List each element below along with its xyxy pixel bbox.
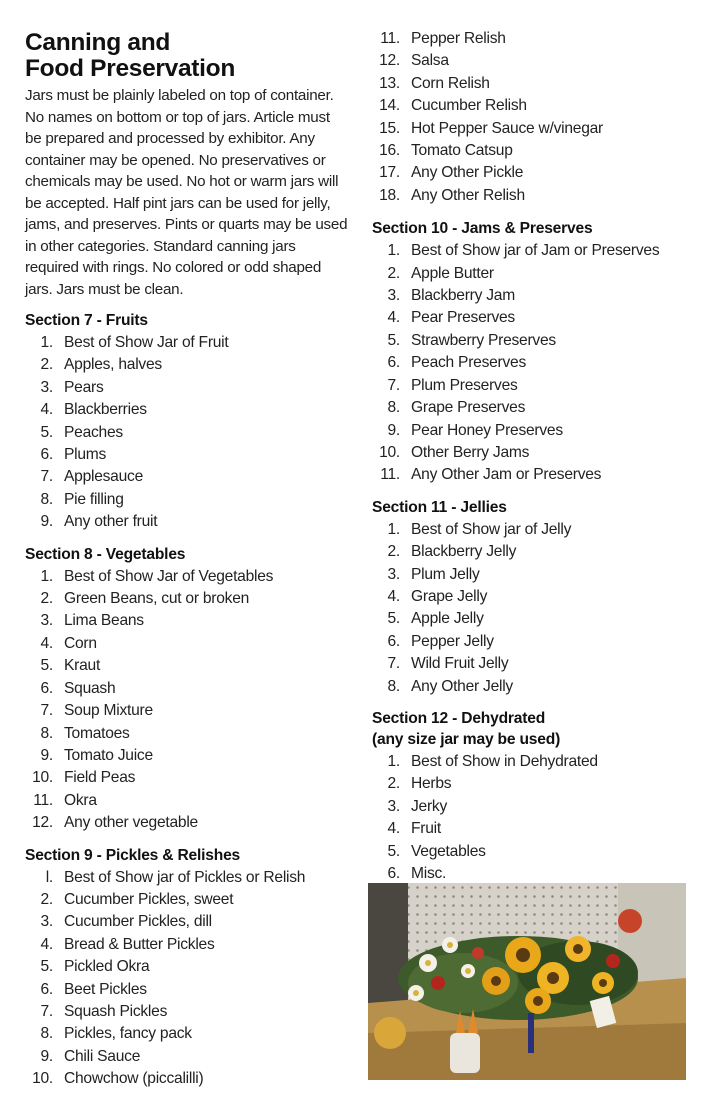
- table-shadow: [368, 1023, 686, 1080]
- item-number: 6.: [40, 446, 53, 464]
- item-number: 2.: [387, 543, 400, 561]
- section-dehydrated-title: [372, 708, 690, 750]
- item-text: Pickles, fancy pack: [64, 1025, 192, 1043]
- item-text: Best of Show jar of Pickles or Relish: [64, 868, 306, 886]
- item-text: Soup Mixture: [64, 702, 153, 720]
- list-item: [25, 633, 350, 655]
- item-text: Hot Pepper Sauce w/vinegar: [411, 119, 604, 137]
- item-text: Squash: [64, 679, 116, 697]
- item-text: Tomato Catsup: [411, 142, 513, 160]
- item-number: 1.: [40, 567, 53, 585]
- list-item: [25, 1068, 350, 1090]
- list-item: [372, 330, 690, 352]
- list-item: [25, 511, 350, 533]
- list-item: [25, 332, 350, 354]
- list-item: [25, 377, 350, 399]
- blue-ribbon: [528, 1013, 534, 1053]
- item-text: Squash Pickles: [64, 1002, 168, 1020]
- list-item: [25, 1001, 350, 1023]
- item-number: 8.: [40, 1025, 53, 1043]
- item-text: Any Other Jam or Preserves: [411, 466, 602, 484]
- item-number: 14.: [379, 97, 400, 115]
- section-fruits-title: Section 7 - Fruits: [25, 312, 148, 329]
- item-text: Any Other Relish: [411, 186, 525, 204]
- list-item: [25, 610, 350, 632]
- item-text: Bread & Butter Pickles: [64, 935, 215, 953]
- item-number: 1.: [387, 242, 400, 260]
- list-item: [372, 263, 690, 285]
- item-number: 9.: [40, 513, 53, 531]
- list-item: [372, 751, 690, 773]
- list-item: [372, 586, 690, 608]
- list-item: [25, 489, 350, 511]
- item-number: 7.: [40, 1002, 53, 1020]
- item-number: 12.: [32, 814, 53, 832]
- section-dehydrated-title-line-1: Section 12 - Dehydrated: [372, 709, 546, 727]
- item-text: Plum Preserves: [411, 376, 518, 394]
- list-item: [25, 566, 350, 588]
- list-item: [372, 631, 690, 653]
- list-item: [25, 911, 350, 933]
- item-text: Peach Preserves: [411, 354, 526, 372]
- list-item: [25, 444, 350, 466]
- item-text: Wild Fruit Jelly: [411, 655, 509, 673]
- item-number: 10.: [32, 769, 53, 787]
- item-number: 6.: [387, 632, 400, 650]
- item-number: 3.: [387, 287, 400, 305]
- jams-list: [372, 240, 690, 486]
- item-number: 4.: [40, 935, 53, 953]
- item-text: Cucumber Pickles, sweet: [64, 890, 234, 908]
- pickles-list-continued: [372, 28, 690, 207]
- list-item: [372, 519, 690, 541]
- section-pickles-title: Section 9 - Pickles & Relishes: [25, 846, 241, 864]
- item-text: Pickled Okra: [64, 958, 150, 976]
- gourd: [374, 1017, 406, 1049]
- list-item: [25, 588, 350, 610]
- list-item: [25, 867, 350, 889]
- item-text: Green Beans, cut or broken: [64, 590, 250, 608]
- item-text: Jerky: [411, 797, 448, 815]
- item-number: 5.: [387, 610, 400, 628]
- list-item: [372, 564, 690, 586]
- item-text: Best of Show in Dehydrated: [411, 752, 598, 770]
- item-number: 9.: [40, 1047, 53, 1065]
- item-text: Pepper Relish: [411, 30, 506, 47]
- item-text: Blackberry Jam: [411, 287, 515, 305]
- item-number: 4.: [387, 309, 400, 327]
- item-number: 16.: [379, 142, 400, 160]
- item-number: 3.: [40, 913, 53, 931]
- vegetables-list: [25, 566, 350, 835]
- list-item: [25, 422, 350, 444]
- item-number: 6.: [40, 980, 53, 998]
- item-text: Other Berry Jams: [411, 443, 530, 461]
- section-dehydrated-title-line-2: (any size jar may be used): [372, 730, 561, 748]
- item-text: Peaches: [64, 423, 123, 441]
- bunny-jar: [450, 1033, 480, 1073]
- item-number: 7.: [40, 702, 53, 720]
- list-item: [25, 700, 350, 722]
- item-text: Lima Beans: [64, 612, 144, 630]
- item-number: 10.: [379, 443, 400, 461]
- item-number: 6.: [387, 354, 400, 372]
- list-item: [372, 420, 690, 442]
- item-number: 17.: [379, 164, 400, 182]
- list-item: [25, 354, 350, 376]
- list-item: [25, 934, 350, 956]
- item-number: 11.: [380, 30, 400, 47]
- item-text: Any Other Jelly: [411, 677, 513, 695]
- item-text: Chili Sauce: [64, 1047, 141, 1065]
- list-item: [372, 676, 690, 698]
- item-text: Any other vegetable: [64, 814, 198, 832]
- item-number: 11.: [380, 466, 400, 484]
- item-text: Tomato Juice: [64, 746, 153, 764]
- item-number: 4.: [387, 587, 400, 605]
- list-item: [372, 541, 690, 563]
- item-text: Blackberry Jelly: [411, 543, 517, 561]
- right-column: [372, 0, 690, 885]
- item-number: 9.: [40, 746, 53, 764]
- item-number: 7.: [387, 655, 400, 673]
- item-number: 5.: [40, 657, 53, 675]
- item-number: 1.: [387, 520, 400, 538]
- left-column: [25, 0, 350, 1091]
- item-text: Fruit: [411, 820, 441, 838]
- item-text: Best of Show jar of Jelly: [411, 520, 572, 538]
- jellies-list: [372, 519, 690, 698]
- item-number: 10.: [32, 1070, 53, 1088]
- page-title-line-1: Canning and: [25, 29, 171, 56]
- list-item: [25, 723, 350, 745]
- item-text: Chowchow (piccalilli): [64, 1070, 204, 1088]
- item-text: Best of Show Jar of Fruit: [64, 334, 229, 351]
- item-text: Apples, halves: [64, 356, 162, 374]
- list-item: [372, 162, 690, 184]
- list-item: [372, 185, 690, 207]
- section-jellies-title: Section 11 - Jellies: [372, 498, 507, 516]
- list-item: [372, 464, 690, 486]
- item-number: 6.: [40, 679, 53, 697]
- list-item: [25, 655, 350, 677]
- list-item: [25, 956, 350, 978]
- item-number: 5.: [40, 958, 53, 976]
- list-item: [25, 812, 350, 834]
- item-text: Blackberries: [64, 401, 147, 419]
- item-number: 3.: [387, 565, 400, 583]
- item-text: Vegetables: [411, 842, 486, 860]
- list-item: [372, 773, 690, 795]
- item-number: 7.: [40, 468, 53, 486]
- item-number: 3.: [40, 612, 53, 630]
- item-text: Tomatoes: [64, 724, 130, 742]
- floral-display-photo: [368, 883, 686, 1080]
- item-number: 5.: [40, 423, 53, 441]
- item-text: Strawberry Preserves: [411, 331, 556, 349]
- item-number: 2.: [387, 775, 400, 793]
- list-item: [372, 841, 690, 863]
- item-number: 6.: [387, 865, 400, 882]
- item-text: Pie filling: [64, 490, 124, 508]
- list-item: [25, 678, 350, 700]
- item-text: Grape Preserves: [411, 399, 526, 417]
- item-number: l.: [45, 868, 53, 886]
- list-item: [372, 240, 690, 262]
- list-item: [372, 653, 690, 675]
- list-item: [25, 790, 350, 812]
- list-item: [372, 442, 690, 464]
- item-number: 4.: [40, 634, 53, 652]
- item-text: Salsa: [411, 52, 449, 70]
- item-number: 2.: [40, 890, 53, 908]
- list-item: [25, 745, 350, 767]
- item-text: Plum Jelly: [411, 565, 480, 583]
- list-item: [372, 818, 690, 840]
- list-item: [372, 118, 690, 140]
- item-text: Best of Show Jar of Vegetables: [64, 567, 274, 585]
- item-number: 3.: [40, 378, 53, 396]
- section-jams-title: Section 10 - Jams & Preserves: [372, 220, 593, 238]
- item-text: Best of Show jar of Jam or Preserves: [411, 242, 660, 260]
- item-number: 8.: [40, 490, 53, 508]
- item-text: Applesauce: [64, 468, 143, 486]
- dehydrated-list: [372, 751, 690, 885]
- list-item: [372, 285, 690, 307]
- item-number: 7.: [387, 376, 400, 394]
- item-number: 4.: [387, 820, 400, 838]
- item-number: 2.: [40, 356, 53, 374]
- item-text: Okra: [64, 791, 97, 809]
- item-text: Pear Preserves: [411, 309, 515, 327]
- item-text: Pears: [64, 378, 104, 396]
- list-item: [372, 50, 690, 72]
- item-number: 18.: [379, 186, 400, 204]
- item-text: Any Other Pickle: [411, 164, 524, 182]
- list-item: [372, 397, 690, 419]
- list-item: [372, 28, 690, 50]
- item-number: 3.: [387, 797, 400, 815]
- item-number: 12.: [379, 52, 400, 70]
- rules-paragraph: Jars must be plainly labeled on top of container. No names on bottom or top of jars. Article must be prepared and processed by exhibitor. Any container may be opened. No preservatives or chemicals may be used. No hot or warm jars will be accepted. Half pint jars can be used for jelly, jams, and preserves. Pints or quarts may be used in other categories. Standard canning jars required with rings. No colored or odd shaped jars. Jars must be clean.: [25, 87, 348, 298]
- item-text: Misc.: [411, 865, 447, 882]
- item-number: 8.: [387, 677, 400, 695]
- list-item: [372, 608, 690, 630]
- section-vegetables-title: Section 8 - Vegetables: [25, 545, 186, 563]
- item-text: Herbs: [411, 775, 452, 793]
- page-title: [25, 30, 350, 82]
- page-title-line-2: Food Preservation: [25, 55, 236, 82]
- item-text: Corn Relish: [411, 74, 490, 92]
- item-text: Beet Pickles: [64, 980, 147, 998]
- item-number: 5.: [387, 331, 400, 349]
- item-number: 8.: [40, 724, 53, 742]
- item-text: Any other fruit: [64, 513, 158, 531]
- list-item: [25, 1046, 350, 1068]
- item-text: Plums: [64, 446, 107, 464]
- item-text: Pepper Jelly: [411, 632, 494, 650]
- list-item: [25, 399, 350, 421]
- fruits-list: [25, 332, 350, 534]
- list-item: [25, 1023, 350, 1045]
- list-item: [372, 352, 690, 374]
- item-text: Grape Jelly: [411, 587, 488, 605]
- list-item: [372, 95, 690, 117]
- item-text: Cucumber Relish: [411, 97, 527, 115]
- item-number: 8.: [387, 399, 400, 417]
- item-number: 1.: [40, 334, 53, 351]
- item-number: 11.: [33, 791, 53, 809]
- item-number: 2.: [40, 590, 53, 608]
- list-item: [25, 979, 350, 1001]
- item-text: Apple Butter: [411, 264, 494, 282]
- item-number: 1.: [387, 752, 400, 770]
- item-text: Field Peas: [64, 769, 136, 787]
- list-item: [372, 307, 690, 329]
- list-item: [372, 140, 690, 162]
- item-number: 13.: [379, 74, 400, 92]
- pickles-list: [25, 867, 350, 1091]
- item-number: 2.: [387, 264, 400, 282]
- item-text: Kraut: [64, 657, 101, 675]
- list-item: [25, 767, 350, 789]
- list-item: [372, 73, 690, 95]
- item-text: Pear Honey Preserves: [411, 421, 563, 439]
- item-number: 15.: [379, 119, 400, 137]
- list-item: [25, 889, 350, 911]
- list-item: [25, 466, 350, 488]
- item-text: Cucumber Pickles, dill: [64, 913, 212, 931]
- list-item: [372, 375, 690, 397]
- floral-display-illustration: [368, 883, 686, 1080]
- item-text: Corn: [64, 634, 97, 652]
- item-text: Apple Jelly: [411, 610, 484, 628]
- list-item: [372, 796, 690, 818]
- item-number: 9.: [387, 421, 400, 439]
- item-number: 4.: [40, 401, 53, 419]
- item-number: 5.: [387, 842, 400, 860]
